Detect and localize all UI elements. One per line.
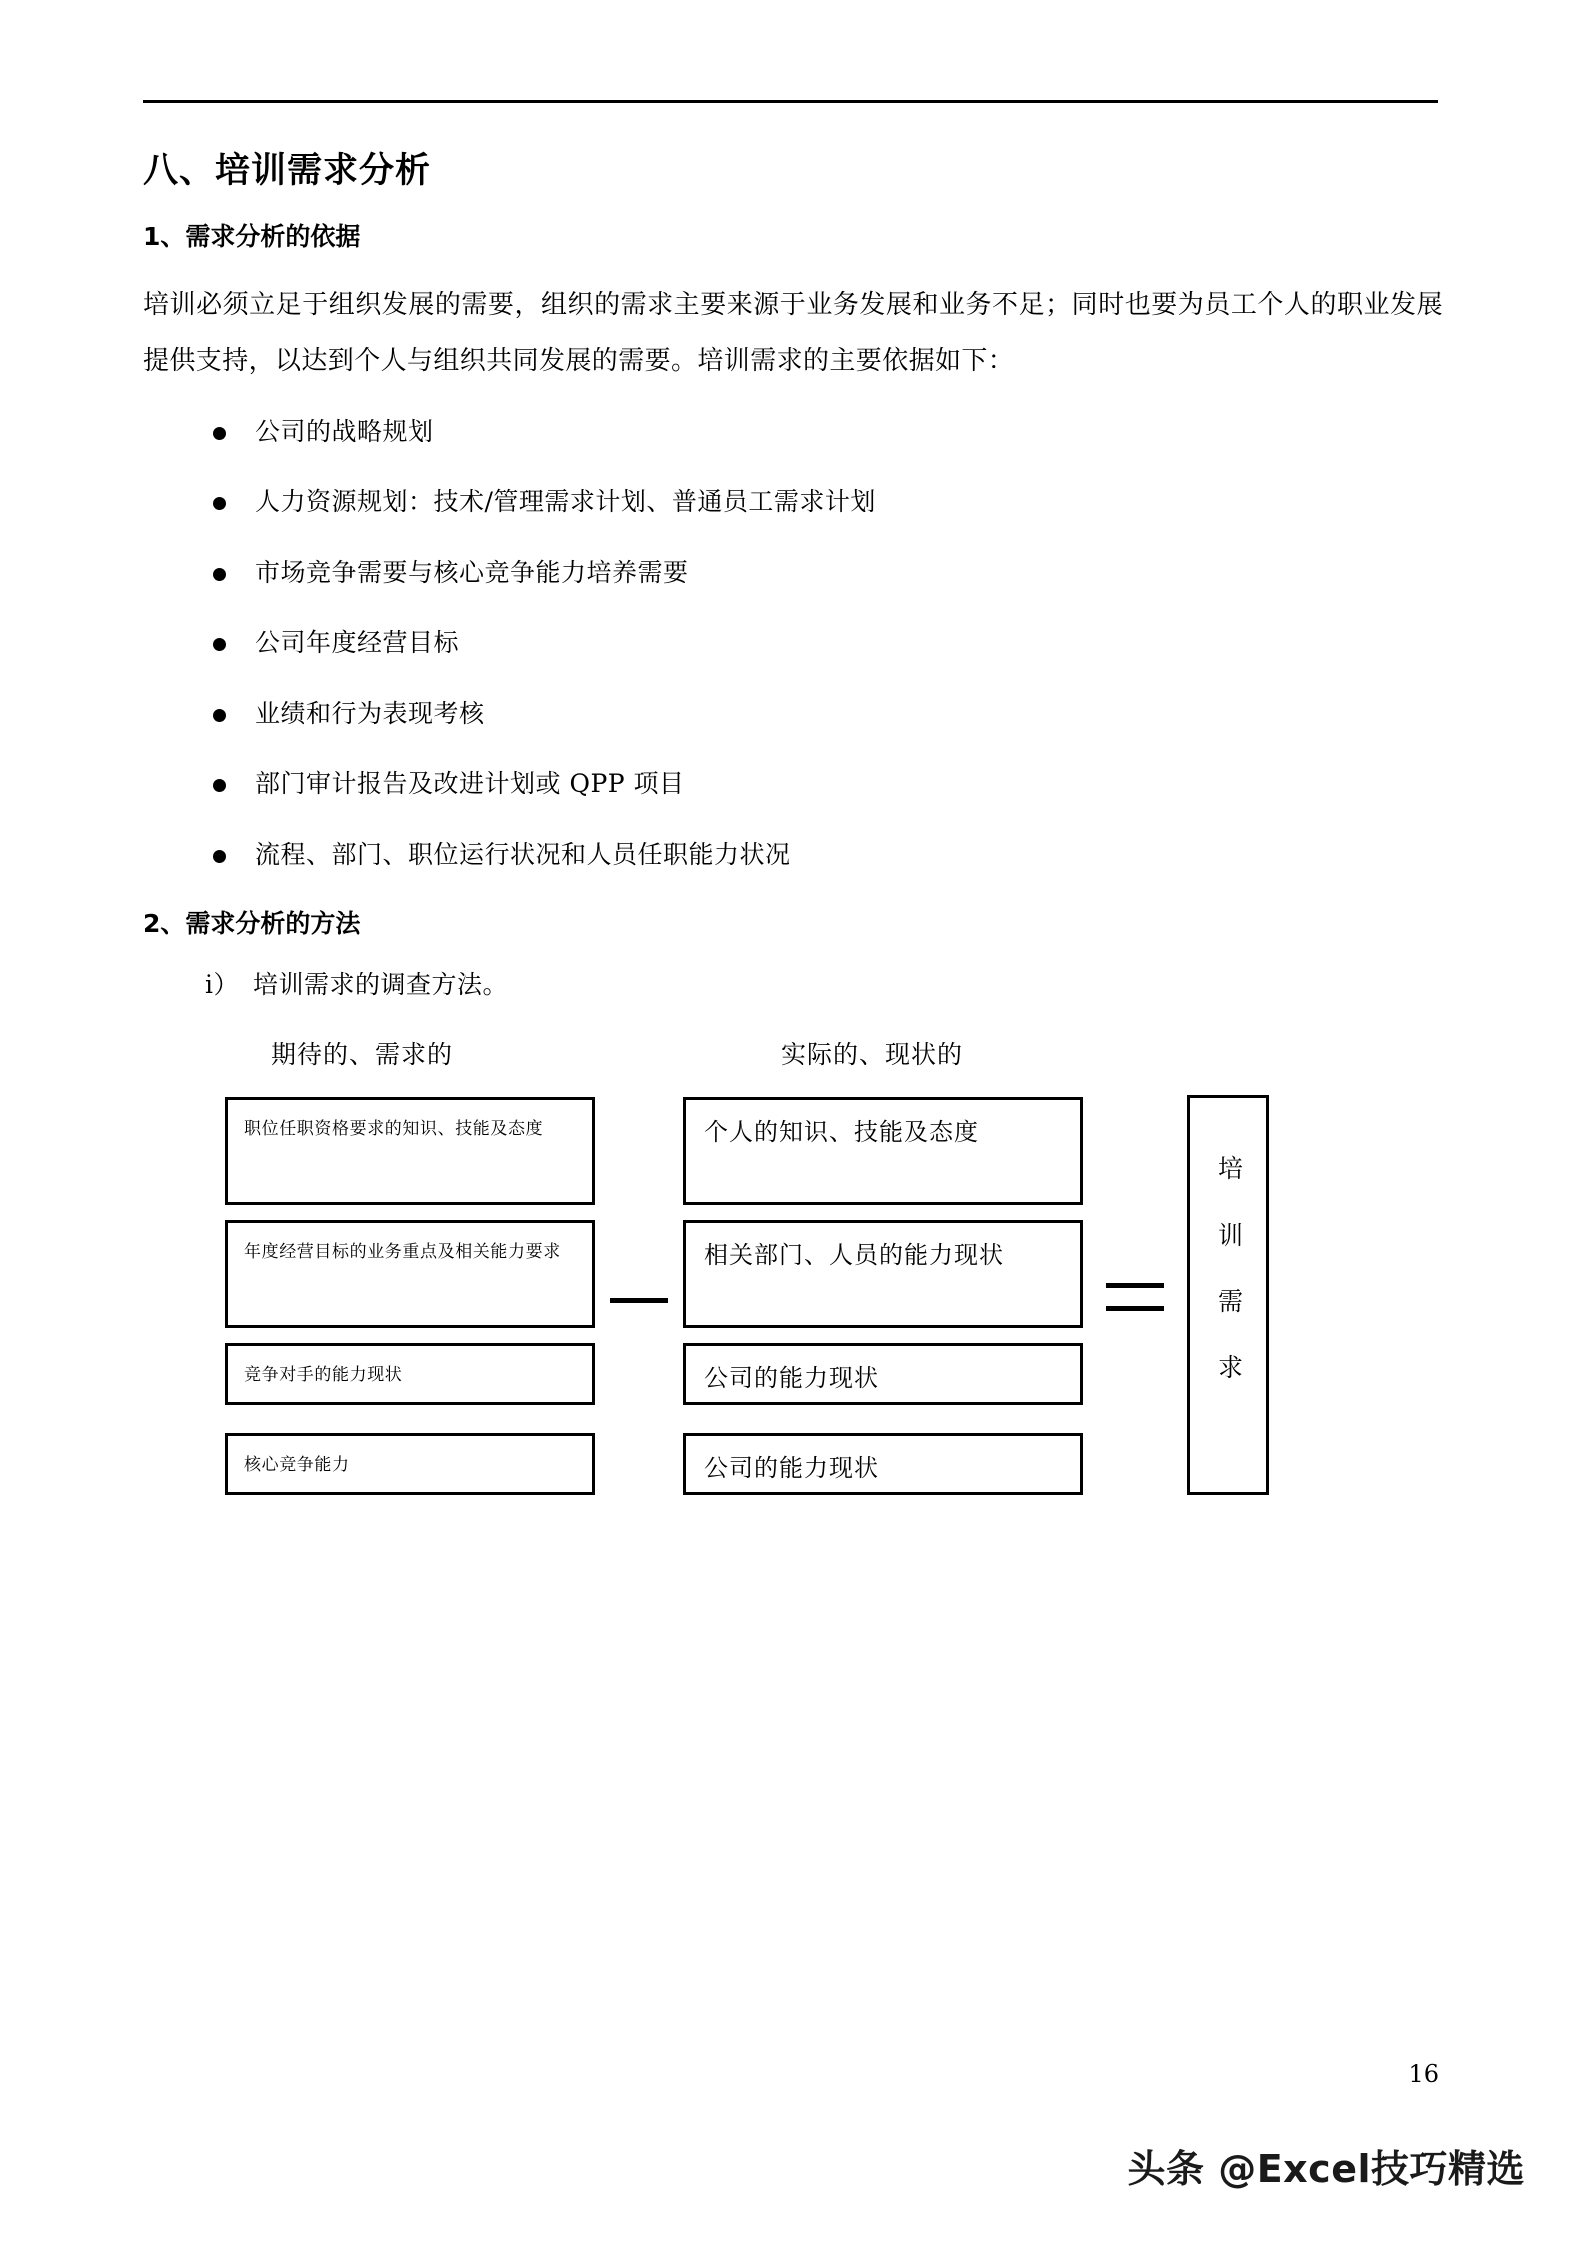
bullet-dot-icon	[213, 427, 226, 440]
subsection-2-heading: 2、需求分析的方法	[143, 909, 361, 939]
list-item-label: 人力资源规划：技术/管理需求计划、普通员工需求计划	[255, 487, 876, 517]
roman-list-item	[143, 965, 1443, 1001]
roman-list-label: 培训需求的调查方法。	[253, 970, 509, 1000]
document-content	[143, 150, 1443, 1483]
list-item	[211, 557, 1443, 590]
bullet-dot-icon	[213, 497, 226, 510]
diagram-box-left-3: 竞争对手的能力现状	[225, 1343, 595, 1405]
diagram-box-left-2: 年度经营目标的业务重点及相关能力要求	[225, 1220, 595, 1328]
header-divider	[143, 100, 1438, 103]
result-char: 求	[1217, 1353, 1244, 1383]
list-item-label: 业绩和行为表现考核	[255, 698, 485, 728]
diagram-box-result	[1187, 1095, 1269, 1495]
roman-list-marker: i）	[205, 970, 239, 1000]
result-char: 培	[1217, 1154, 1244, 1184]
diagram-box-middle-2: 相关部门、人员的能力现状	[683, 1220, 1083, 1328]
bullet-dot-icon	[213, 779, 226, 792]
equals-operator-icon	[1106, 1283, 1164, 1318]
subsection-1-heading: 1、需求分析的依据	[143, 222, 361, 251]
requirement-basis-list	[143, 416, 1443, 872]
diagram-box-middle-1: 个人的知识、技能及态度	[683, 1097, 1083, 1205]
page-title: 八、培训需求分析	[143, 151, 432, 191]
watermark: 头条 @Excel技巧精选	[1127, 2147, 1525, 2191]
result-char: 训	[1217, 1220, 1244, 1250]
bullet-dot-icon	[213, 568, 226, 581]
diagram-result-vertical-text	[1190, 1136, 1272, 1401]
list-item	[211, 416, 1443, 449]
bullet-dot-icon	[213, 709, 226, 722]
list-item-label: 部门审计报告及改进计划或 QPP 项目	[255, 769, 685, 799]
diagram-box-middle-4: 公司的能力现状	[683, 1433, 1083, 1495]
diagram-box-left-4: 核心竞争能力	[225, 1433, 595, 1495]
list-item-label: 流程、部门、职位运行状况和人员任职能力状况	[255, 839, 791, 869]
diagram-box-middle-3: 公司的能力现状	[683, 1343, 1083, 1405]
diagram-column-heading-left: 期待的、需求的	[271, 1040, 454, 1070]
bullet-dot-icon	[213, 850, 226, 863]
diagram-box-left-1: 职位任职资格要求的知识、技能及态度	[225, 1097, 595, 1205]
list-item	[211, 698, 1443, 731]
list-item	[211, 768, 1443, 801]
list-item-label: 市场竞争需要与核心竞争能力培养需要	[255, 557, 689, 587]
list-item	[211, 839, 1443, 872]
list-item	[211, 627, 1443, 660]
diagram-column-heading-middle: 实际的、现状的	[781, 1040, 964, 1070]
result-char: 需	[1217, 1286, 1244, 1316]
intro-paragraph: 培训必须立足于组织发展的需要，组织的需求主要来源于业务发展和业务不足；同时也要为员工个人的职业发展提供支持，以达到个人与组织共同发展的需要。培训需求的主要依据如下：	[143, 290, 1443, 376]
list-item	[211, 486, 1443, 519]
list-item-label: 公司的战略规划	[255, 416, 434, 446]
training-needs-diagram	[143, 1035, 1443, 1483]
minus-operator-icon	[610, 1298, 668, 1303]
page-number: 16	[1408, 2060, 1439, 2088]
bullet-dot-icon	[213, 638, 226, 651]
list-item-label: 公司年度经营目标	[255, 628, 460, 658]
